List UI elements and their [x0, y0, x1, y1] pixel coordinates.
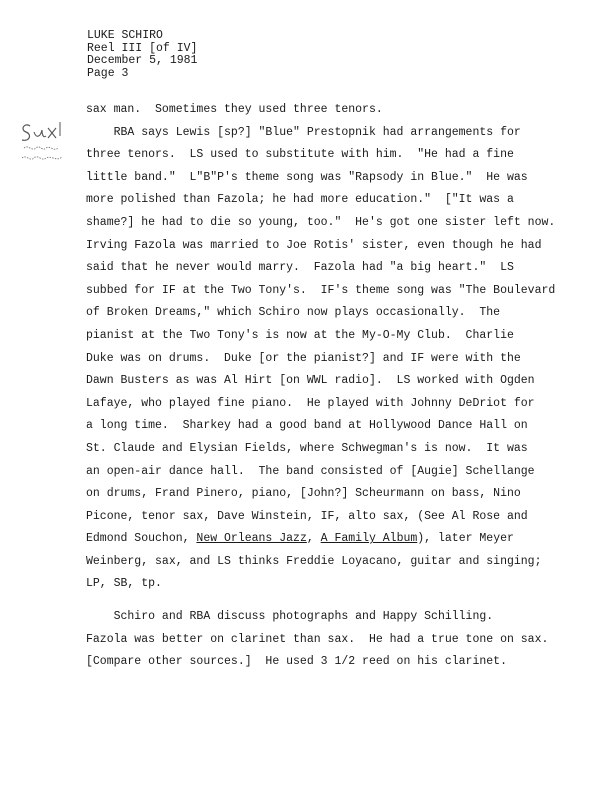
text-line: Dawn Busters as was Al Hirt [on WWL radio]. LS worked with Ogden	[86, 374, 535, 388]
text-line: pianist at the Two Tony's is now at the My-O-My Club. Charlie	[86, 328, 514, 342]
text-line: an open-air dance hall. The band consisted of [Augie] Schellange	[86, 464, 535, 478]
text-line: LP, SB, tp.	[86, 577, 162, 591]
text-line: Lafaye, who played fine piano. He played with Johnny DeDriot for	[86, 396, 535, 410]
text-line: on drums, Frand Pinero, piano, [John?] Scheurmann on bass, Nino	[86, 487, 521, 501]
interview-date: December 5, 1981	[87, 54, 198, 67]
book-line-comma: ,	[306, 532, 321, 546]
text-line: said that he never would marry. Fazola had "a big heart." LS	[86, 261, 514, 275]
text-line: little band." L"B"P's theme song was "Rapsody in Blue." He was	[86, 170, 528, 184]
transcript-body	[86, 99, 606, 674]
text-line: St. Claude and Elysian Fields, where Schwegman's is now. It was	[86, 441, 528, 455]
text-line: sax man. Sometimes they used three tenors.	[86, 103, 383, 116]
text-line: Fazola was better on clarinet than sax. He had a true tone on sax.	[86, 632, 549, 646]
paragraph-gap	[86, 596, 606, 606]
book-line-before: Edmond Souchon,	[86, 532, 197, 546]
text-line-book-reference	[86, 528, 606, 551]
text-line: more polished than Fazola; he had more education." ["It was a	[86, 193, 514, 207]
handwritten-margin-note	[16, 112, 76, 172]
text-line: three tenors. LS used to substitute with him. "He had a fine	[86, 148, 514, 162]
page-number: Page 3	[87, 66, 129, 80]
text-line: of Broken Dreams," which Schiro now plays occasionally. The	[86, 306, 501, 320]
text-line: Picone, tenor sax, Dave Winstein, IF, alto sax, (See Al Rose and	[86, 509, 528, 523]
book-title-new-orleans-jazz: New Orleans Jazz	[196, 532, 307, 546]
text-line: Irving Fazola was married to Joe Rotis' sister, even though he had	[86, 238, 542, 252]
text-line: shame?] he had to die so young, too." He's got one sister left now.	[86, 215, 556, 229]
text-line: [Compare other sources.] He used 3 1/2 reed on his clarinet.	[86, 655, 507, 669]
document-header	[87, 30, 197, 80]
text-line: Schiro and RBA discuss photographs and Happy Schilling.	[86, 610, 494, 624]
interviewee-name: LUKE SCHIRO	[87, 29, 163, 42]
reel-label: Reel III [of IV]	[87, 41, 198, 55]
text-line: RBA says Lewis [sp?] "Blue" Prestopnik had arrangements for	[86, 125, 521, 139]
text-line: subbed for IF at the Two Tony's. IF's theme song was "The Boulevard	[86, 283, 556, 297]
text-line: a long time. Sharkey had a good band at Hollywood Dance Hall on	[86, 419, 528, 433]
book-title-family-album: A Family Album	[320, 532, 418, 546]
book-line-after: ), later Meyer	[417, 532, 514, 546]
text-line: Duke was on drums. Duke [or the pianist?] and IF were with the	[86, 351, 521, 365]
text-line: Weinberg, sax, and LS thinks Freddie Loyacano, guitar and singing;	[86, 554, 542, 568]
